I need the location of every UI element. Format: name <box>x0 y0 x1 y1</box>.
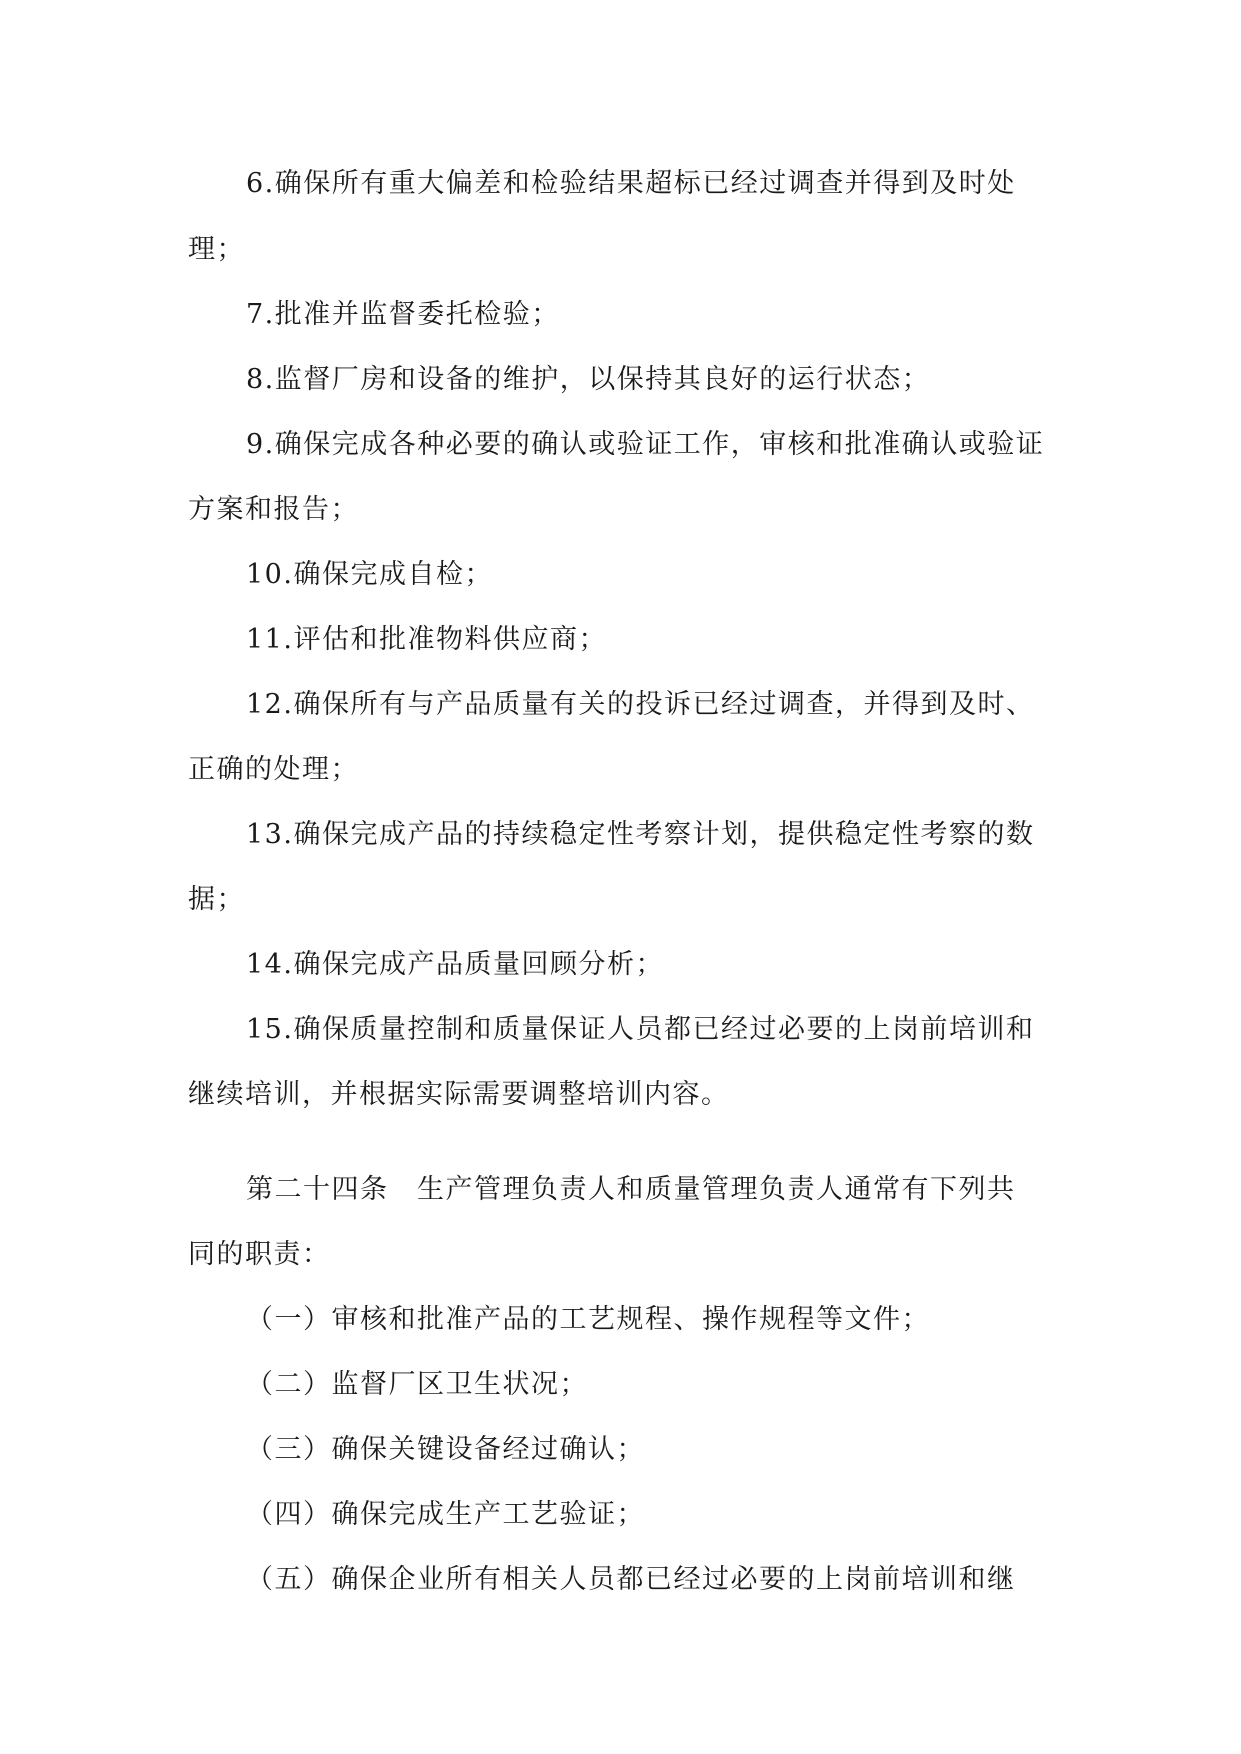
item-12-line-1: 12.确保所有与产品质量有关的投诉已经过调查，并得到及时、 <box>246 689 1035 720</box>
item-9-line-1: 9.确保完成各种必要的确认或验证工作，审核和批准确认或验证 <box>246 429 1045 460</box>
duty-3: （三）确保关键设备经过确认； <box>246 1434 645 1465</box>
duty-1: （一）审核和批准产品的工艺规程、操作规程等文件； <box>246 1304 930 1335</box>
item-10: 10.确保完成自检； <box>246 559 493 590</box>
article-24-line-2: 同的职责： <box>188 1239 331 1270</box>
duty-5: （五）确保企业所有相关人员都已经过必要的上岗前培训和继 <box>246 1564 1016 1595</box>
duty-2: （二）监督厂区卫生状况； <box>246 1369 588 1400</box>
item-14: 14.确保完成产品质量回顾分析； <box>246 949 664 980</box>
item-11: 11.评估和批准物料供应商； <box>246 624 607 655</box>
item-6-line-2: 理； <box>188 234 245 265</box>
duty-4: （四）确保完成生产工艺验证； <box>246 1499 645 1530</box>
item-7: 7.批准并监督委托检验； <box>246 299 560 330</box>
item-9-line-2: 方案和报告； <box>188 494 359 525</box>
item-13-line-1: 13.确保完成产品的持续稳定性考察计划，提供稳定性考察的数 <box>246 819 1035 850</box>
item-13-line-2: 据； <box>188 884 245 915</box>
item-8: 8.监督厂房和设备的维护，以保持其良好的运行状态； <box>246 364 931 395</box>
item-6-line-1: 6.确保所有重大偏差和检验结果超标已经过调查并得到及时处 <box>246 168 1016 199</box>
item-12-line-2: 正确的处理； <box>188 754 359 785</box>
article-24-line-1: 第二十四条 生产管理负责人和质量管理负责人通常有下列共 <box>246 1174 1016 1205</box>
item-15-line-1: 15.确保质量控制和质量保证人员都已经过必要的上岗前培训和 <box>246 1014 1035 1045</box>
item-15-line-2: 继续培训，并根据实际需要调整培训内容。 <box>188 1079 730 1110</box>
